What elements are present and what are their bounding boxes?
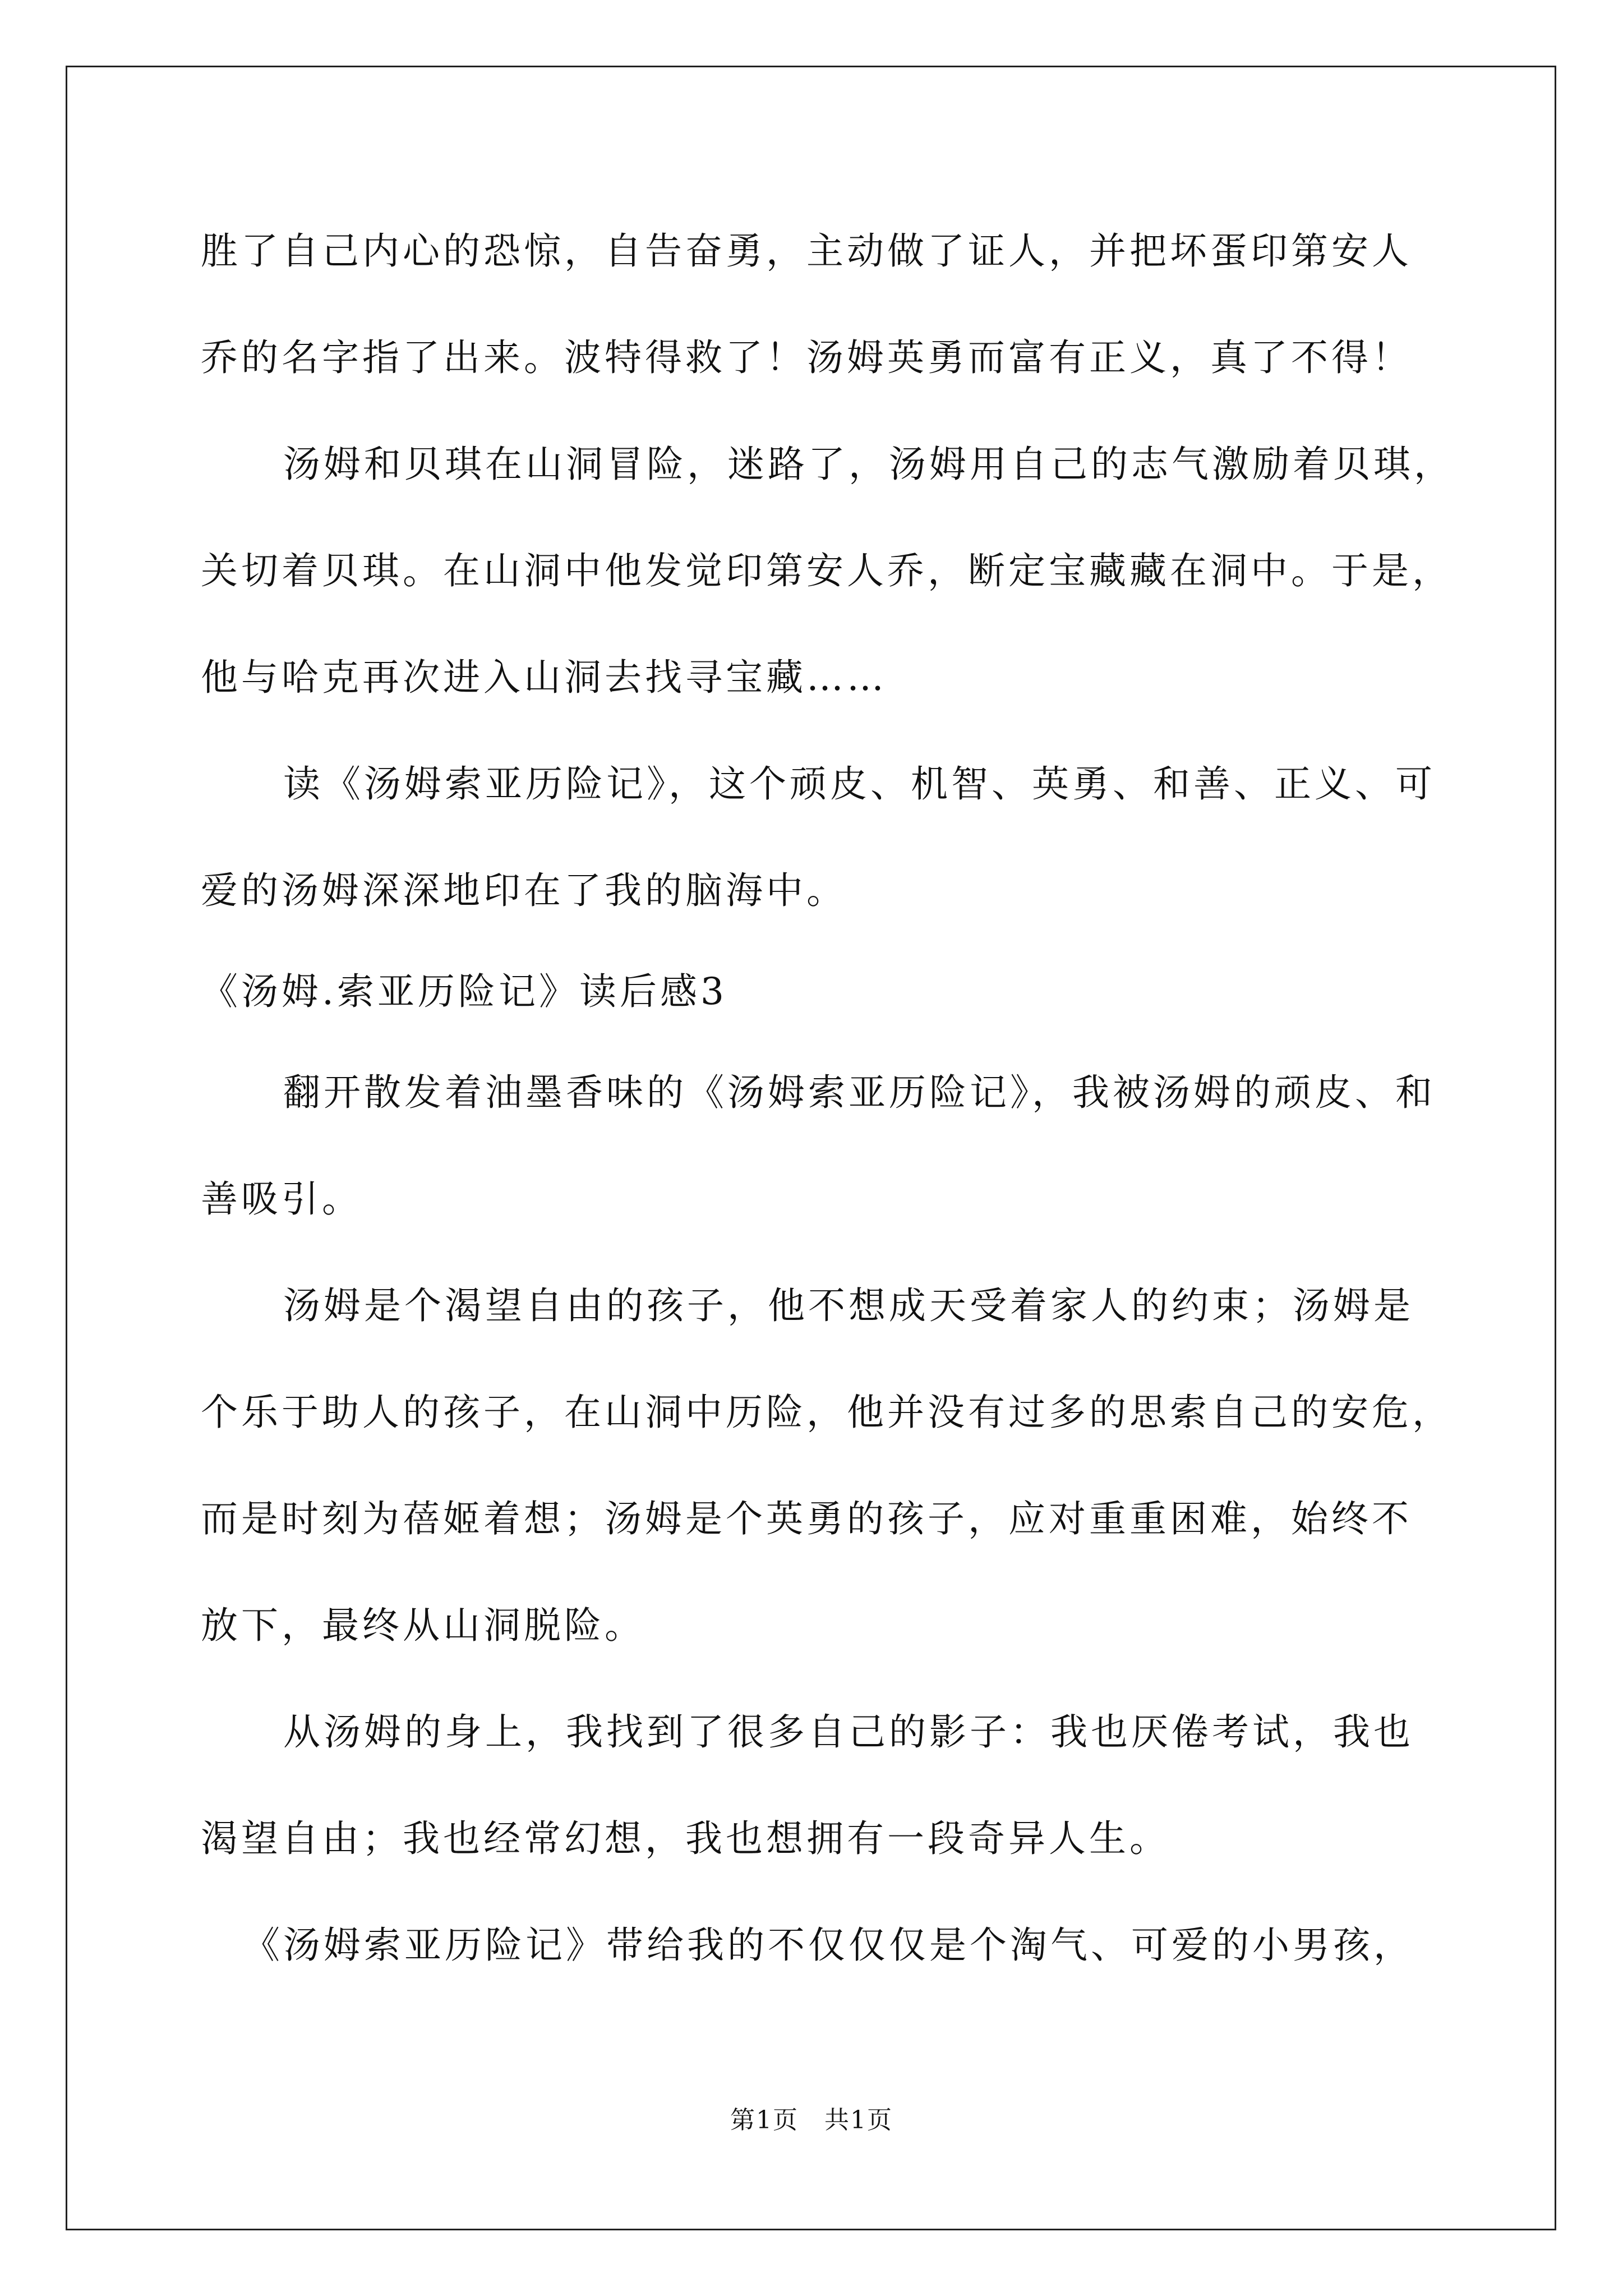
text-line: 胜了自己内心的恐惊，自告奋勇，主动做了证人，并把坏蛋印第安人 [201,229,1412,273]
text-line: 从汤姆的身上，我找到了很多自己的影子：我也厌倦考试，我也 [283,1710,1414,1754]
text-line: 乔的名字指了出来。波特得救了！汤姆英勇而富有正义，真了不得！ [201,336,1412,379]
page-number: 第1页 共1页 [730,2106,893,2134]
text-line: 个乐于助人的孩子，在山洞中历险，他并没有过多的思索自己的安危， [201,1391,1453,1434]
text-line: 渴望自由；我也经常幻想，我也想拥有一段奇异人生。 [201,1817,1170,1860]
text-line: 汤姆是个渴望自由的孩子，他不想成天受着家人的约束；汤姆是 [283,1284,1414,1327]
page-border [66,66,1556,2230]
text-line: 而是时刻为蓓姬着想；汤姆是个英勇的孩子，应对重重困难，始终不 [201,1497,1412,1540]
text-line: 读《汤姆索亚历险记》，这个顽皮、机智、英勇、和善、正义、可 [283,762,1436,806]
text-line: 他与哈克再次进入山洞去找寻宝藏…… [201,656,887,699]
text-line: 放下，最终从山洞脱险。 [201,1604,645,1647]
text-line: 关切着贝琪。在山洞中他发觉印第安人乔，断定宝藏藏在洞中。于是， [201,549,1453,592]
section-heading: 《汤姆.索亚历险记》读后感3 [201,970,727,1013]
text-line: 善吸引。 [201,1177,362,1221]
text-line: 《汤姆索亚历险记》带给我的不仅仅仅是个淘气、可爱的小男孩， [243,1924,1414,1967]
text-line: 翻开散发着油墨香味的《汤姆索亚历险记》，我被汤姆的顽皮、和 [283,1071,1436,1114]
text-line: 汤姆和贝琪在山洞冒险，迷路了，汤姆用自己的志气激励着贝琪， [283,443,1454,486]
text-line: 爱的汤姆深深地印在了我的脑海中。 [201,869,847,912]
